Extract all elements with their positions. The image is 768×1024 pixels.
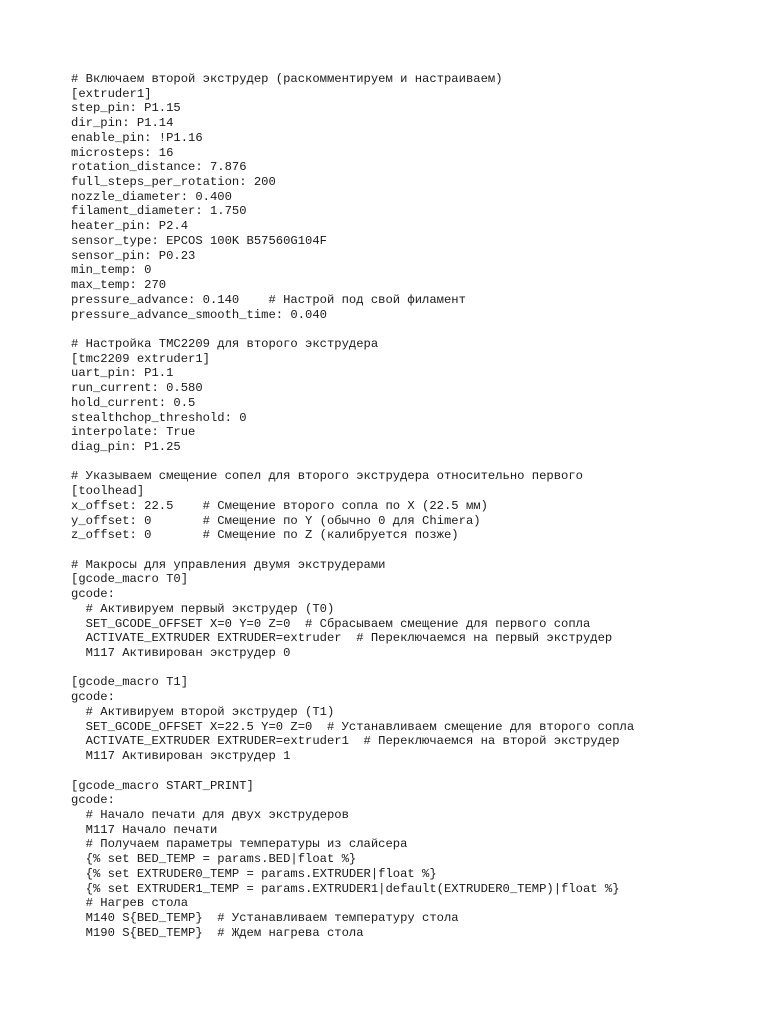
text-line: dir_pin: P1.14	[71, 116, 174, 131]
text-line: SET_GCODE_OFFSET X=0 Y=0 Z=0 # Сбрасываем смещение для первого сопла	[71, 616, 591, 631]
text-line: rotation_distance: 7.876	[71, 160, 247, 175]
text-line: pressure_advance: 0.140 # Настрой под свой филамент	[71, 292, 466, 307]
text-line: uart_pin: P1.1	[71, 366, 174, 381]
text-line: [toolhead]	[71, 484, 145, 499]
text-line	[71, 543, 634, 558]
text-line	[71, 661, 634, 676]
text-line: M140 S{BED_TEMP} # Устанавливаем температуру стола	[71, 910, 459, 925]
text-line: step_pin: P1.15	[71, 101, 181, 116]
text-line: {% set EXTRUDER1_TEMP = params.EXTRUDER1|default(EXTRUDER0_TEMP)|float %}	[71, 881, 620, 896]
text-line: sensor_type: EPCOS 100K B57560G104F	[71, 233, 327, 248]
text-line: stealthchop_threshold: 0	[71, 410, 247, 425]
text-line: {% set EXTRUDER0_TEMP = params.EXTRUDER|float %}	[71, 866, 437, 881]
text-line: # Активируем второй экструдер (T1)	[71, 704, 335, 719]
text-line	[71, 764, 634, 779]
text-line: gcode:	[71, 793, 115, 808]
text-line: [tmc2209 extruder1]	[71, 351, 210, 366]
text-line: enable_pin: !P1.16	[71, 130, 203, 145]
config-text-block	[71, 72, 634, 940]
text-line: max_temp: 270	[71, 278, 167, 293]
text-line: hold_current: 0.5	[71, 395, 196, 410]
text-line: # Нагрев стола	[71, 896, 189, 911]
text-line: run_current: 0.580	[71, 381, 203, 396]
text-line: M117 Начало печати	[71, 822, 218, 837]
text-line: M117 Активирован экструдер 1	[71, 749, 291, 764]
text-line: [gcode_macro T0]	[71, 572, 189, 587]
text-line: # Получаем параметры температуры из слайсера	[71, 837, 408, 852]
text-line: nozzle_diameter: 0.400	[71, 189, 232, 204]
text-line	[71, 322, 634, 337]
text-line	[71, 455, 634, 470]
text-line: M117 Активирован экструдер 0	[71, 646, 291, 661]
text-line: [gcode_macro START_PRINT]	[71, 778, 254, 793]
text-line: # Указываем смещение сопел для второго экструдера относительно первого	[71, 469, 583, 484]
text-line: [gcode_macro T1]	[71, 675, 189, 690]
text-line: heater_pin: P2.4	[71, 219, 189, 234]
text-line: x_offset: 22.5 # Смещение второго сопла по X (22.5 мм)	[71, 498, 488, 513]
text-line: z_offset: 0 # Смещение по Z (калибруется позже)	[71, 528, 459, 543]
text-line: SET_GCODE_OFFSET X=22.5 Y=0 Z=0 # Устанавливаем смещение для второго сопла	[71, 719, 635, 734]
text-line: diag_pin: P1.25	[71, 439, 181, 454]
text-line: y_offset: 0 # Смещение по Y (обычно 0 для Chimera)	[71, 513, 481, 528]
text-line: full_steps_per_rotation: 200	[71, 175, 276, 190]
text-line: # Начало печати для двух экструдеров	[71, 807, 349, 822]
text-line: gcode:	[71, 587, 115, 602]
text-line: min_temp: 0	[71, 263, 152, 278]
text-line: # Активируем первый экструдер (T0)	[71, 601, 335, 616]
text-line: M190 S{BED_TEMP} # Ждем нагрева стола	[71, 925, 364, 940]
text-line: # Макросы для управления двумя экструдерами	[71, 557, 386, 572]
text-line: ACTIVATE_EXTRUDER EXTRUDER=extruder1 # Переключаемся на второй экструдер	[71, 734, 620, 749]
text-line: sensor_pin: P0.23	[71, 248, 196, 263]
text-line: pressure_advance_smooth_time: 0.040	[71, 307, 327, 322]
text-line: # Настройка TMC2209 для второго экструдера	[71, 336, 379, 351]
text-line: microsteps: 16	[71, 145, 174, 160]
text-line: interpolate: True	[71, 425, 196, 440]
text-line: filament_diameter: 1.750	[71, 204, 247, 219]
text-line: gcode:	[71, 690, 115, 705]
text-line: # Включаем второй экструдер (раскомментируем и настраиваем)	[71, 72, 503, 86]
text-line: {% set BED_TEMP = params.BED|float %}	[71, 852, 357, 867]
text-line: ACTIVATE_EXTRUDER EXTRUDER=extruder # Переключаемся на первый экструдер	[71, 631, 613, 646]
text-line: [extruder1]	[71, 86, 152, 101]
